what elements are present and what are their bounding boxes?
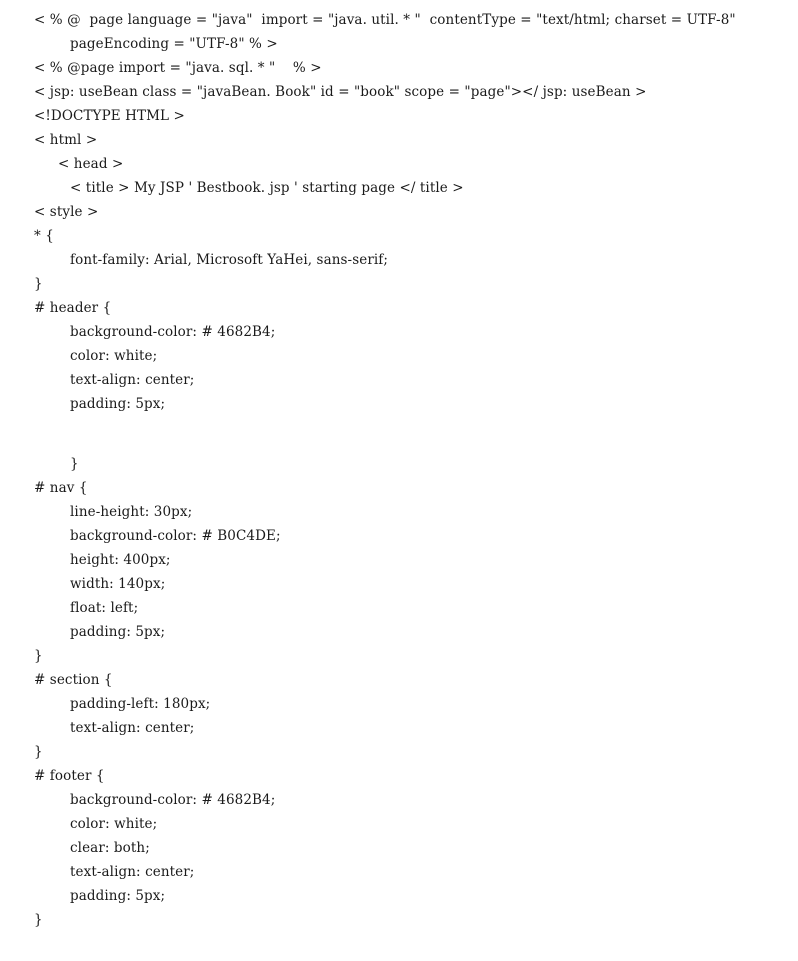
code-line: padding: 5px; xyxy=(70,888,166,904)
code-line: < style > xyxy=(34,204,99,220)
code-line: } xyxy=(34,912,43,928)
code-line: # nav { xyxy=(34,480,88,496)
code-line: background-color: # B0C4DE; xyxy=(70,528,281,544)
code-line: * { xyxy=(34,228,54,244)
code-line: < html > xyxy=(34,132,98,148)
code-line: color: white; xyxy=(70,816,158,832)
code-line: color: white; xyxy=(70,348,158,364)
code-line: <!DOCTYPE HTML > xyxy=(34,108,185,124)
code-line: } xyxy=(34,276,43,292)
code-line: # header { xyxy=(34,300,112,316)
code-line: width: 140px; xyxy=(70,576,166,592)
code-line: text-align: center; xyxy=(70,720,195,736)
code-line: pageEncoding = "UTF-8" % > xyxy=(70,36,278,52)
code-line: clear: both; xyxy=(70,840,150,856)
code-line: < % @page import = "java. sql. * " % > xyxy=(34,60,322,76)
code-line: background-color: # 4682B4; xyxy=(70,324,276,340)
code-line: height: 400px; xyxy=(70,552,171,568)
code-line: # section { xyxy=(34,672,113,688)
code-line: font-family: Arial, Microsoft YaHei, sans-serif; xyxy=(70,252,389,268)
code-line: } xyxy=(70,456,79,472)
code-line: padding: 5px; xyxy=(70,396,166,412)
code-line: line-height: 30px; xyxy=(70,504,193,520)
code-line: text-align: center; xyxy=(70,372,195,388)
code-line: padding-left: 180px; xyxy=(70,696,211,712)
code-line: background-color: # 4682B4; xyxy=(70,792,276,808)
code-line: < jsp: useBean class = "javaBean. Book" id = "book" scope = "page"></ jsp: useBean > xyxy=(34,84,647,100)
code-line: padding: 5px; xyxy=(70,624,166,640)
code-line: float: left; xyxy=(70,600,139,616)
code-line: } xyxy=(34,744,43,760)
code-line: < % @ page language = "java" import = "java. util. * " contentType = "text/html; charset = UTF-8" xyxy=(34,12,736,28)
code-line: } xyxy=(34,648,43,664)
code-line: < head > xyxy=(58,156,124,172)
code-line: text-align: center; xyxy=(70,864,195,880)
code-line: # footer { xyxy=(34,768,105,784)
code-line: < title > My JSP ' Bestbook. jsp ' starting page </ title > xyxy=(70,180,464,196)
